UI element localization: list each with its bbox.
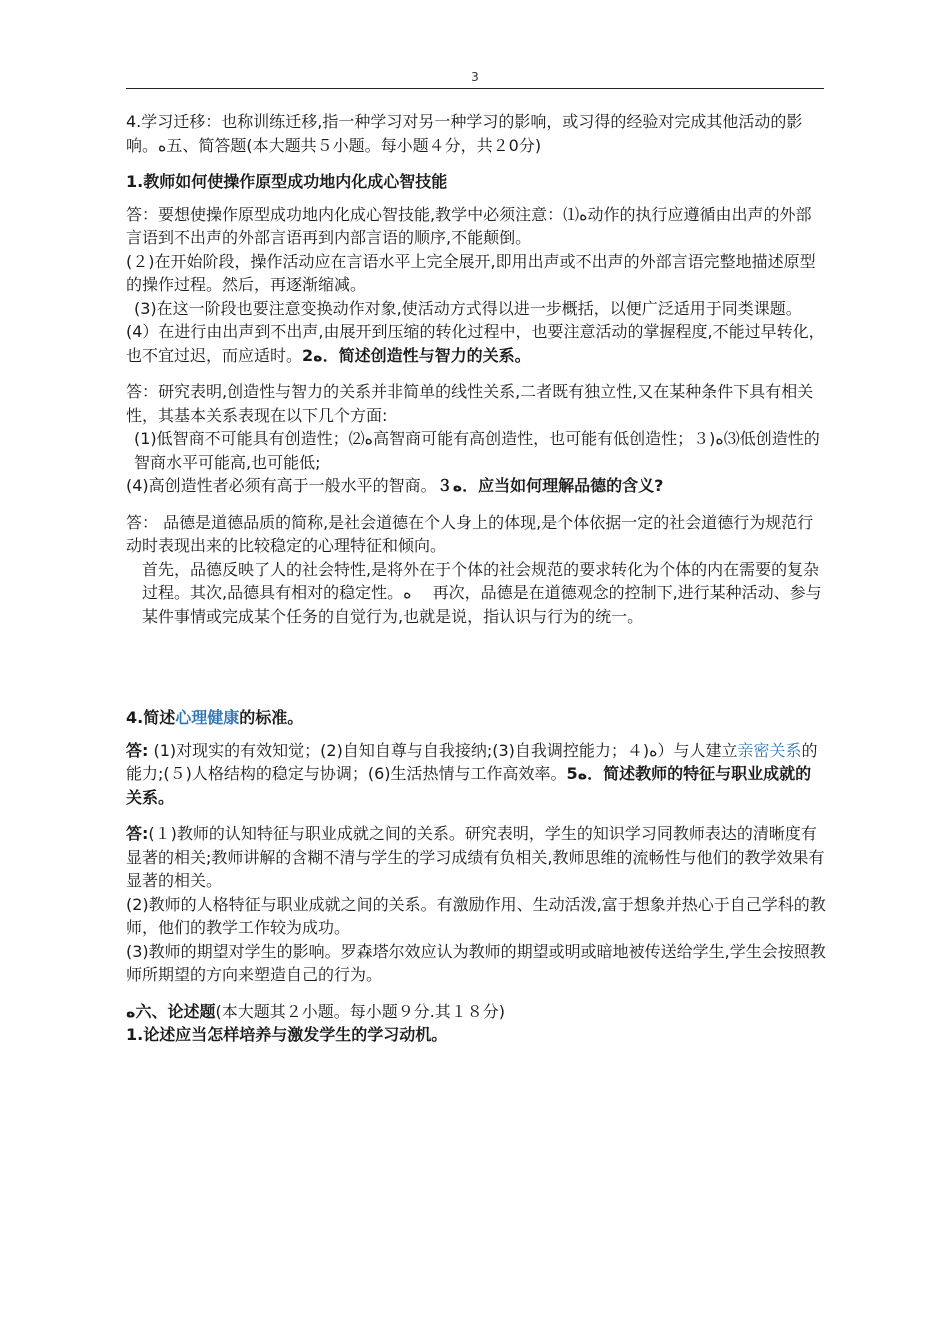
q5-answer-3: (3)教师的期望对学生的影响。罗森塔尔效应认为教师的期望或明或暗地被传送给学生,学生会按照教师所期望的方向来塑造自己的行为。 (126, 941, 826, 984)
q1-answer-2: (２)在开始阶段，操作活动应在言语水平上完全展开,即用出声或不出声的外部言语完整地描述原型的操作过程。然后，再逐渐缩减。 (126, 251, 816, 294)
section-6-heading (126, 1000, 826, 1024)
paragraph-transfer-definition: 4.学习迁移：也称训练迁移,指一种学习对另一种学习的影响，或习得的经验对完成其他活动的影响。ە五、简答题(本大题共５小题。每小题４分，共２0分) (126, 112, 803, 155)
question-2-title: 2ە．简述创造性与智力的关系。 (302, 345, 531, 365)
q4-answer (126, 739, 826, 810)
page-number: 3 (471, 70, 479, 84)
q2-answer-3-text: (4)高创造性者必须有高于一般水平的智商。 (126, 476, 437, 495)
question-4-title (126, 706, 826, 730)
q5-answer-1-text: (１)教师的认知特征与职业成就之间的关系。研究表明，学生的知识学习同教师表达的清晰度有显著的相关;教师讲解的含糊不清与学生的学习成绩有负相关,教师思维的流畅性与他们的教学效果有显著的相关。 (126, 824, 825, 890)
question-3-title: ３ە．应当如何理解品德的含义? (436, 476, 664, 495)
q2-answer-3 (126, 474, 826, 498)
q4-answer-label: 答: (126, 740, 149, 760)
intimate-relationship-link[interactable]: 亲密关系 (737, 740, 802, 760)
section-6-question-1-title: 1.论述应当怎样培养与激发学生的学习动机。 (126, 1025, 448, 1044)
q4-answer-part1: (1)对现实的有效知觉；(2)自知自尊与自我接纳;(3)自我调控能力；４)ە）与人建立 (148, 740, 738, 760)
q5-answer-label: 答: (126, 824, 149, 843)
q2-answer-2: (1)低智商不可能具有创造性；⑵ە高智商可能有高创造性，也可能有低创造性；３)ە⑶低创造性的智商水平可能高,也可能低; (134, 429, 820, 472)
q5-answer-2: (2)教师的人格特征与职业成就之间的关系。有激励作用、生动活泼,富于想象并热心于自己学科的教师，他们的教学工作较为成功。 (126, 894, 826, 937)
q4-title-prefix: 4.简述 (126, 708, 176, 727)
q1-answer-4-text: (4）在进行由出声到不出声,由展开到压缩的转化过程中，也要注意活动的掌握程度,不能过早转化，也不宜过迟，而应适时。 (126, 322, 825, 365)
q3-answer-2: 首先，品德反映了人的社会特性,是将外在于个体的社会规范的要求转化为个体的内在需要的复杂过程。其次,品德具有相对的稳定性。ە 再次，品德是在道德观念的控制下,进行某种活动、参与某件事情或完成某个任务的自觉行为,也就是说，指认识与行为的统一。 (142, 559, 822, 626)
q5-answer-1 (126, 822, 826, 893)
header-rule (126, 88, 824, 89)
q4-answer-part2: 的能力;(５)人格结构的稳定与协调；(6)生活热情与工作高效率。 (126, 740, 818, 783)
question-5-title: 5ە．简述教师的特征与职业成就的关系。 (126, 764, 812, 807)
question-1-title: 1.教师如何使操作原型成功地内化成心智技能 (126, 172, 448, 191)
document-body (126, 110, 826, 1047)
q3-answer-1: 答： 品德是道德品质的简称,是社会道德在个人身上的体现,是个体依据一定的社会道德行为规范行动时表现出来的比较稳定的心理特征和倾向。 (126, 512, 814, 555)
section-6-heading-rest: (本大题其２小题。每小题９分.其１８分) (215, 1001, 506, 1021)
mental-health-link[interactable]: 心理健康 (175, 708, 240, 727)
q1-answer-3: (3)在这一阶段也要注意变换动作对象,使活动方式得以进一步概括，以便广泛适用于同类课题。 (134, 298, 802, 318)
q2-answer-1: 答：研究表明,创造性与智力的关系并非简单的线性关系,二者既有独立性,又在某种条件下具有相关性，其基本关系表现在以下几个方面: (126, 382, 814, 425)
q1-answer-4 (126, 320, 826, 367)
q1-answer-1: 答：要想使操作原型成功地内化成心智技能,教学中必须注意：⑴ە动作的执行应遵循由出声的外部言语到不出声的外部言语再到内部言语的顺序,不能颠倒。 (126, 204, 812, 247)
section-6-heading-bold: ە六、论述题 (126, 1001, 216, 1021)
q4-title-suffix: 的标准。 (239, 708, 304, 727)
